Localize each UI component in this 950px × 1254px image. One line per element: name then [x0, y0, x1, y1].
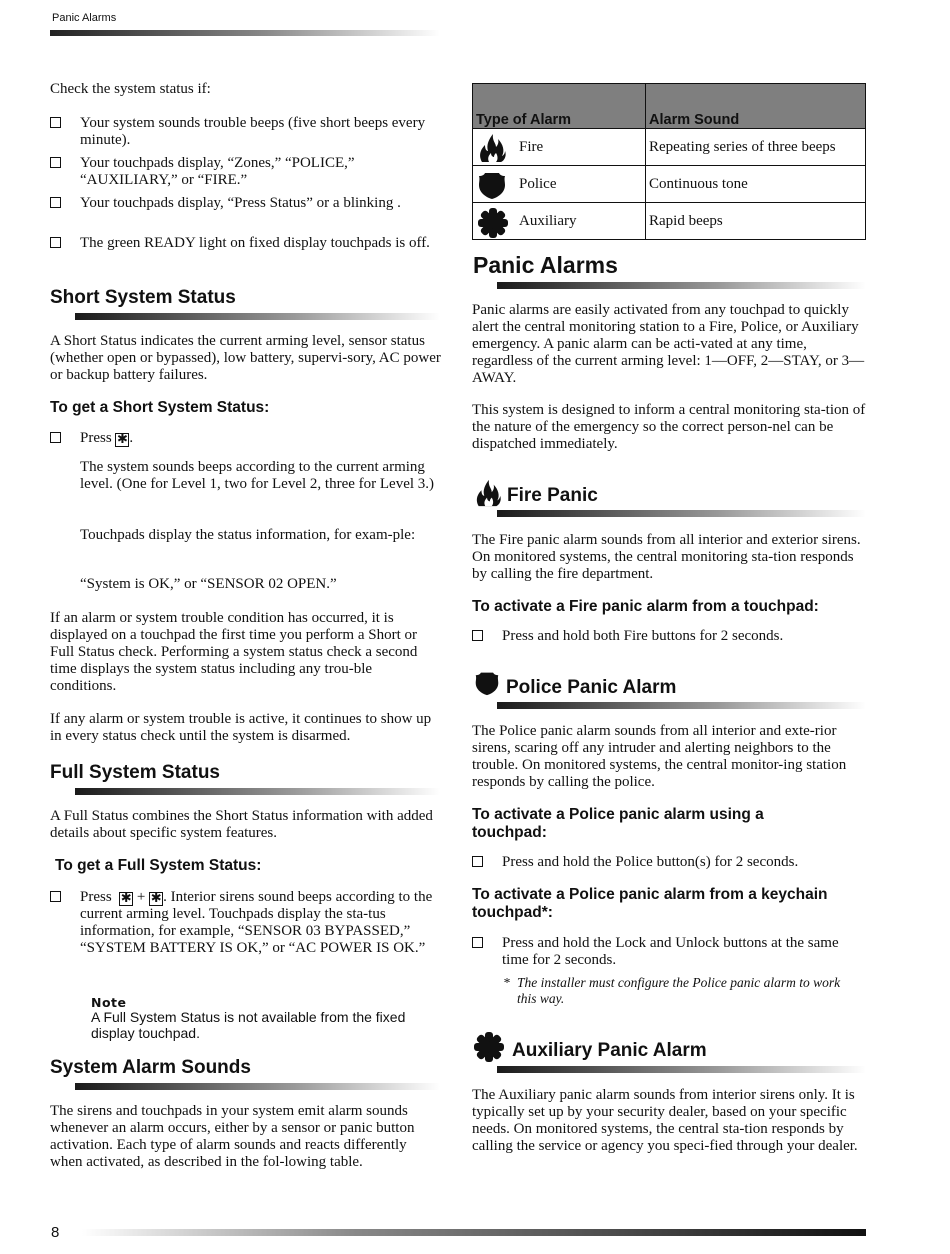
short-status-para: A Short Status indicates the current arming level, sensor status (whether open or bypassed), low battery, supervi-sory, AC power or backup battery failures. [50, 333, 441, 383]
checkbox-icon [472, 856, 483, 867]
police-footnote: The installer must configure the Police panic alarm to work this way. [517, 975, 841, 1006]
alarm-table [472, 83, 866, 240]
checkbox-icon [50, 237, 61, 248]
short-status-para3: If any alarm or system trouble is active, it continues to show up in every status check until the system is disarmed. [50, 711, 432, 744]
check-item: The green READY light on fixed display touchpads is off. [80, 235, 430, 251]
short-status-para2: If an alarm or system trouble condition has occurred, it is displayed on a touchpad the first time you perform a Short or Full Status check. Performing a system status check a second time displays the system status including any trou-ble conditions. [50, 610, 418, 694]
check-item: Your touchpads display, “Press Status” or a blinking . [80, 195, 401, 211]
checkbox-icon [50, 157, 61, 168]
full-status-para: A Full Status combines the Short Status information with added details about specific system features. [50, 808, 433, 841]
table-cell [473, 129, 646, 166]
police-para: The Police panic alarm sounds from all interior and exte-rior sirens, scaring off any intruder and alerting neighbors to the trouble. On monitored systems, the central monitor-ing station responds by calling the police. [472, 723, 847, 790]
panic-para2: This system is designed to inform a central monitoring sta-tion of the nature of the emergency so the correct person-nel can be dispatched immediately. [472, 402, 866, 452]
fire-panic-heading: Fire Panic [507, 485, 598, 506]
panic-para1: Panic alarms are easily activated from any touchpad to quickly alert the central monitoring station to a Fire, Police, or Auxiliary emergency. A panic alarm can be acti-vated at any time, regardless of the current arming level: 1—OFF, 2—STAY, or 3—AWAY. [472, 302, 865, 386]
table-row [473, 203, 866, 240]
heading-rule [75, 313, 440, 320]
table-cell: Repeating series of three beeps [646, 129, 866, 166]
note-text: A Full System Status is not available from the fixed display touchpad. [91, 1009, 406, 1041]
checkbox-icon [50, 197, 61, 208]
short-step-p2: Touchpads display the status information, for exam-ple: [80, 527, 416, 543]
police-step-keychain: Press and hold the Lock and Unlock buttons at the same time for 2 seconds. [502, 935, 839, 968]
heading-rule [75, 788, 440, 795]
check-item: Your system sounds trouble beeps (five short beeps every minute). [80, 115, 426, 148]
table-cell [473, 166, 646, 203]
short-status-subheading: To get a Short System Status: [50, 399, 270, 416]
fire-subheading: To activate a Fire panic alarm from a touchpad: [472, 598, 819, 615]
table-row [473, 166, 866, 203]
full-step-text: . Interior sirens sound beeps according to the current arming level. Touchpads display the sta-tus information, for example, “SENSOR 03 BYPASSED,” “SYSTEM BATTERY IS OK,” or “AC POWER IS OK.” [80, 889, 433, 956]
heading-rule [497, 1066, 866, 1073]
fire-para: The Fire panic alarm sounds from all interior and exterior sirens. On monitored systems, the central monitoring sta-tion responds by calling the fire department. [472, 532, 861, 582]
police-subheading-keychain: To activate a Police panic alarm from a keychain touchpad*: [472, 886, 828, 921]
check-item: Your touchpads display, “Zones,” “POLICE,” “AUXILIARY,” or “FIRE.” [80, 155, 355, 188]
short-step-p3: “System is OK,” or “SENSOR 02 OPEN.” [80, 576, 337, 592]
footnote-mark: * [503, 975, 510, 990]
press-label: Press [80, 430, 112, 446]
alarm-type-name: Fire [519, 139, 544, 155]
police-subheading-touchpad: To activate a Police panic alarm using a touchpad: [472, 806, 764, 841]
checkbox-icon [472, 937, 483, 948]
fire-icon [474, 478, 504, 513]
heading-rule [497, 702, 866, 709]
police-step-touchpad: Press and hold the Police button(s) for 2 seconds. [502, 854, 799, 870]
full-status-subheading: To get a Full System Status: [55, 857, 262, 874]
auxiliary-asterisk-icon [477, 207, 509, 244]
table-header: Alarm Sound [646, 84, 866, 129]
checkbox-icon [472, 630, 483, 641]
aux-para: The Auxiliary panic alarm sounds from interior sirens only. It is typically set up by your security dealer, based on your specific needs. On monitored systems, the central sta-tion responds by calling the service or agency you speci-fied through your dealer. [472, 1087, 858, 1154]
police-badge-icon [474, 669, 504, 702]
table-row [473, 129, 866, 166]
table-cell [473, 203, 646, 240]
checkbox-icon [50, 432, 61, 443]
auxiliary-asterisk-icon [473, 1031, 507, 1068]
plus-sign: + [136, 889, 146, 905]
short-step-press [80, 430, 133, 447]
running-header: Panic Alarms [52, 12, 117, 24]
checkbox-icon [50, 117, 61, 128]
table-header: Type of Alarm [473, 84, 646, 129]
fire-icon [477, 133, 507, 168]
table-cell: Continuous tone [646, 166, 866, 203]
sentence-end: . [129, 430, 134, 446]
status-key-icon: ✱ [116, 432, 128, 447]
page-number: 8 [51, 1224, 60, 1241]
police-panic-heading: Police Panic Alarm [506, 677, 677, 698]
short-step-p1: The system sounds beeps according to the current arming level. (One for Level 1, two for Level 2, three for Level 3.) [80, 459, 435, 492]
table-header-row [473, 84, 866, 129]
panic-heading: Panic Alarms [473, 252, 618, 278]
aux-panic-heading: Auxiliary Panic Alarm [512, 1040, 707, 1061]
press-label: Press [80, 889, 112, 905]
short-status-heading: Short System Status [50, 287, 236, 308]
note-title: Note [91, 995, 127, 1010]
alarm-sounds-para: The sirens and touchpads in your system emit alarm sounds whenever an alarm occurs, either by a sensor or panic button activation. Each type of alarm sounds and reacts differently when activated, as described in the fol-lowing table. [50, 1103, 415, 1170]
alarm-type-name: Police [519, 176, 557, 192]
header-rule [50, 30, 440, 36]
alarm-type-name: Auxiliary [519, 213, 577, 229]
alarm-sounds-heading: System Alarm Sounds [50, 1057, 251, 1078]
intro-text: Check the system status if: [50, 81, 211, 97]
police-badge-icon [477, 170, 507, 205]
fire-step: Press and hold both Fire buttons for 2 seconds. [502, 628, 784, 644]
status-key-icon: ✱ [150, 891, 162, 906]
full-status-heading: Full System Status [50, 762, 220, 783]
footer-rule [82, 1229, 866, 1236]
heading-rule [497, 282, 866, 289]
heading-rule [75, 1083, 440, 1090]
full-step [80, 889, 442, 957]
status-key-icon: ✱ [120, 891, 132, 906]
checkbox-icon [50, 891, 61, 902]
heading-rule [497, 510, 866, 517]
table-cell: Rapid beeps [646, 203, 866, 240]
